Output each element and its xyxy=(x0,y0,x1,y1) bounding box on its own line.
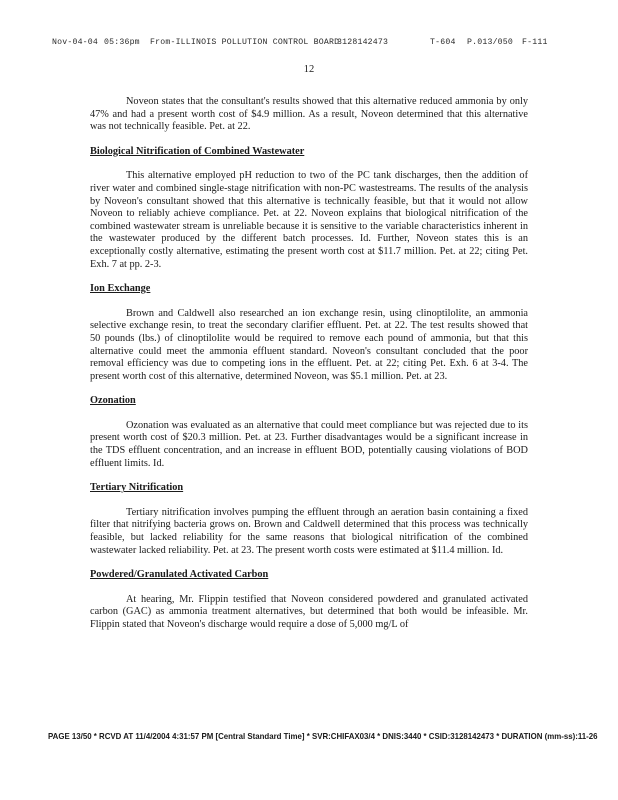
heading-tertiary-nitrification: Tertiary Nitrification xyxy=(90,482,184,494)
paragraph-ion-exchange: Brown and Caldwell also researched an ion exchange resin, using clinoptilolite, an ammonia selective exchange resin, to treat the secondary clarifier effluent. Pet. at 22. The test results showed that 50 pounds (lbs.) of clinoptilolite would be required to remove each pound of ammonia, but that this alternative could meet the ammonia effluent standard. Noveon's consultant concluded that the poor removal efficiency was due to competing ions in the effluent. Pet. at 22; citing Pet. Exh. 6 at 3-4. The present worth cost of this alternative, determined Noveon, was $5.1 million. Pet. at 23. xyxy=(90,307,528,382)
heading-biological-nitrification: Biological Nitrification of Combined Wastewater xyxy=(90,145,305,157)
heading-ozonation: Ozonation xyxy=(90,395,136,407)
fax-header xyxy=(52,38,592,50)
heading-ion-exchange: Ion Exchange xyxy=(90,283,151,295)
paragraph-activated-carbon: At hearing, Mr. Flippin testified that Noveon considered powdered and granulated activated carbon (GAC) as ammonia treatment alternatives, but determined that both would be infeasible. Mr. Flippin stated that Noveon's discharge would require a dose of 5,000 mg/L of xyxy=(90,593,528,630)
paragraph-intro: Noveon states that the consultant's results showed that this alternative reduced ammonia by only 47% and had a present worth cost of $4.9 million. As a result, Noveon determined that this alternative was not technically feasible. Pet. at 22. xyxy=(90,96,528,133)
paragraph-tertiary-nitrification: Tertiary nitrification involves pumping the effluent through an aeration basin containing a fixed filter that nitrifying bacteria grows on. Brown and Caldwell determined that this process was technically feasible, but lacked reliability for the same reasons that biological nitrification of the combined wastewater lacked reliability. Pet. at 23. The present worth costs were estimated at $11.4 million. Id. xyxy=(90,506,528,556)
fax-time: 05:36pm xyxy=(104,38,140,47)
fax-code: F-111 xyxy=(522,38,548,47)
fax-footer: PAGE 13/50 * RCVD AT 11/4/2004 4:31:57 PM [Central Standard Time] * SVR:CHIFAX03/4 * DNIS:3440 * CSID:3128142473 * DURATION (mm-ss):11-26 xyxy=(48,731,598,741)
heading-activated-carbon: Powdered/Granulated Activated Carbon xyxy=(90,569,269,581)
paragraph-biological-nitrification: This alternative employed pH reduction to two of the PC tank discharges, then the addition of river water and combined single-stage nitrification with non-PC wastestreams. The results of the analysis by Noveon's consultant showed that this alternative is technically feasible, but that it would not allow Noveon to reliably achieve compliance. Pet. at 22. Noveon explains that biological nitrification of the combined wastewater stream is unreliable because it is sensitive to the variable characteristics inherent in the wastewater produced by the different batch processes. Id. Further, Noveon states this is an exceptionally costly alternative, estimating the present worth cost at $11.7 million. Pet. at 22; citing Pet. Exh. 7 at pp. 2-3. xyxy=(90,170,528,270)
fax-sender: From-ILLINOIS POLLUTION CONTROL BOARD xyxy=(150,38,340,47)
page-number: 12 xyxy=(303,64,315,75)
fax-transmission-id: T-604 xyxy=(430,38,456,47)
paragraph-ozonation: Ozonation was evaluated as an alternative that could meet compliance but was rejected due to its present worth cost of $20.3 million. Pet. at 23. Further disadvantages would be a significant increase in the TDS effluent concentration, and an increase in effluent BOD, potentially causing violations of BOD effluent limits. Id. xyxy=(90,419,528,469)
document-body xyxy=(90,96,528,644)
fax-date: Nov-04-04 xyxy=(52,38,99,47)
fax-page-count: P.013/050 xyxy=(467,38,514,47)
fax-number: 3128142473 xyxy=(337,38,389,47)
